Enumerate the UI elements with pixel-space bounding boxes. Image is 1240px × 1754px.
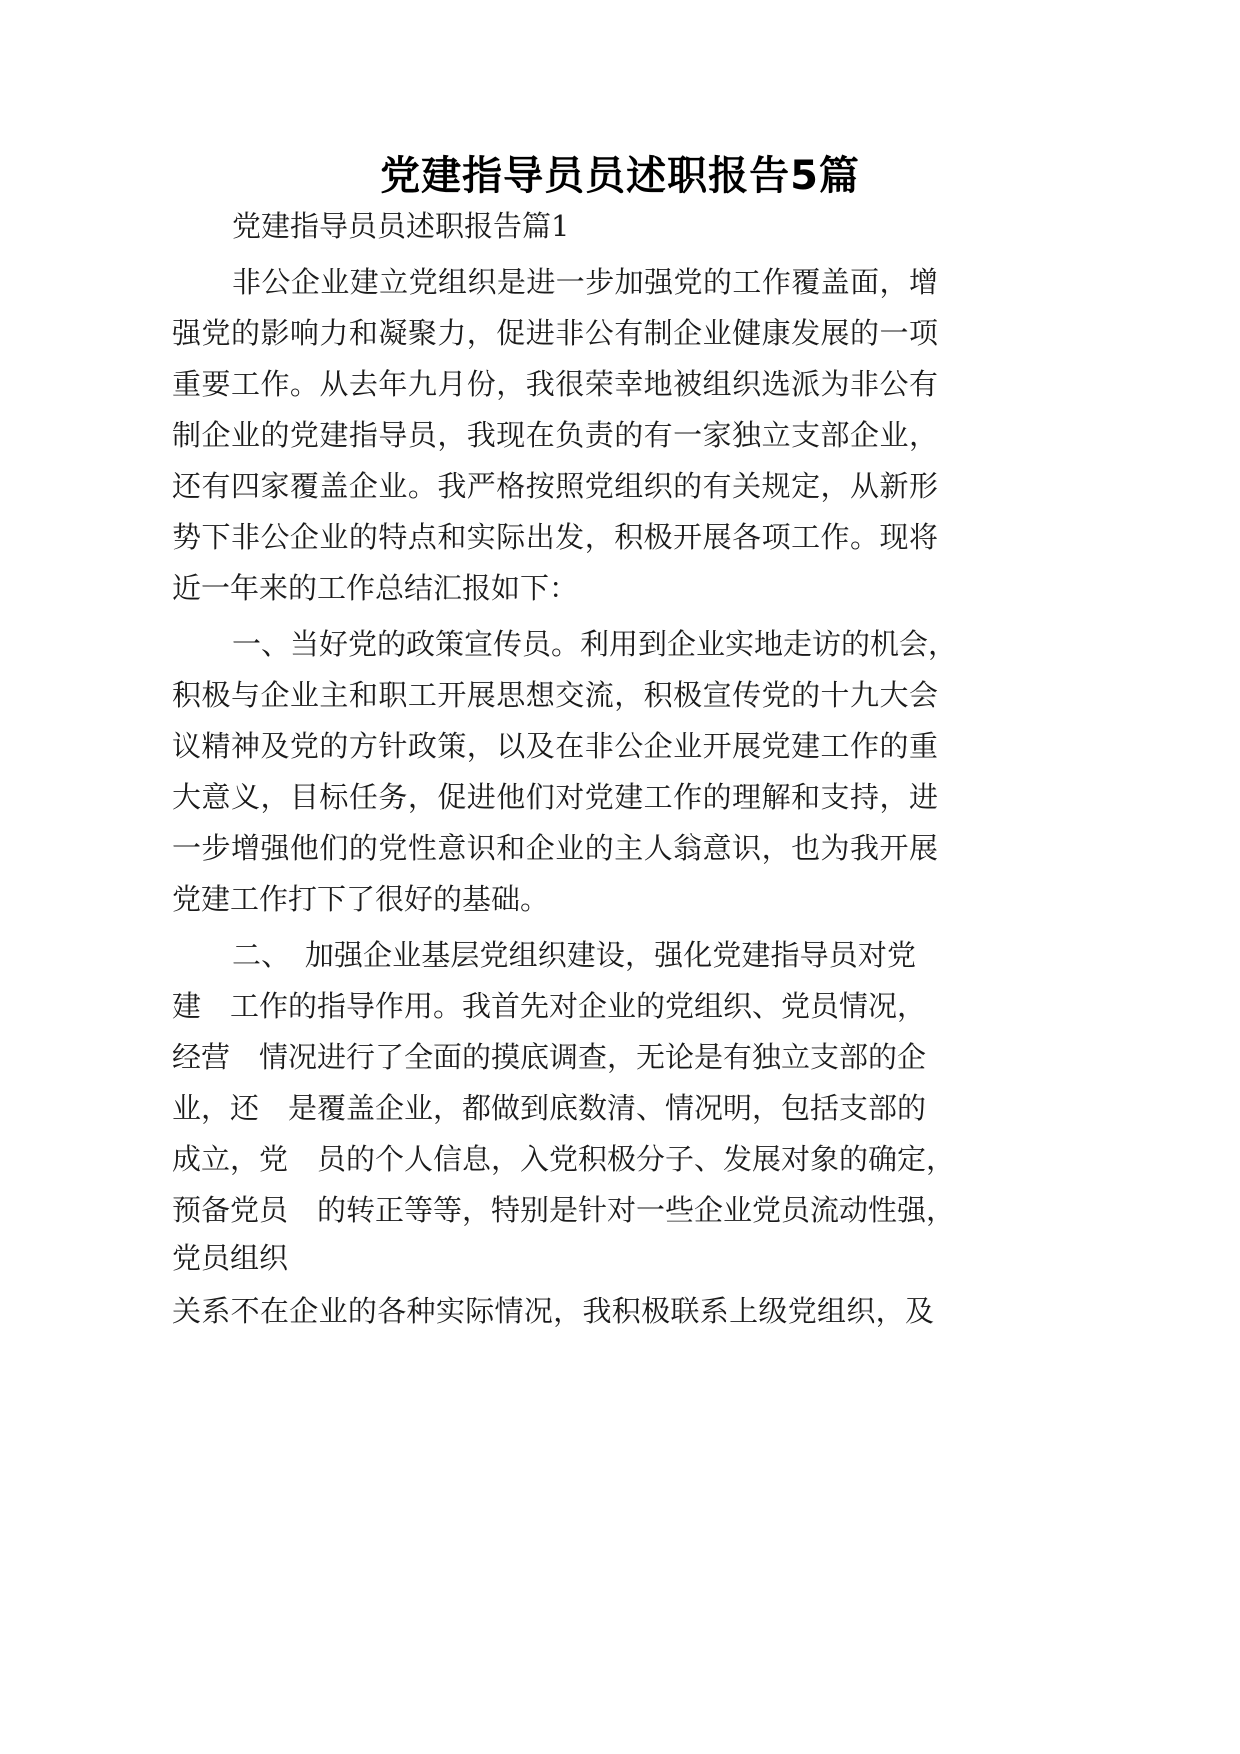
paragraph-line: 近一年来的工作总结汇报如下： bbox=[172, 571, 579, 605]
paragraph-line: 党员组织 bbox=[172, 1241, 289, 1275]
paragraph-line: 业，还 是覆盖企业，都做到底数清、情况明，包括支部的 bbox=[172, 1091, 927, 1125]
paragraph-line: 预备党员 的转正等等，特别是针对一些企业党员流动性强， bbox=[172, 1193, 956, 1227]
paragraph-line: 党建工作打下了很好的基础。 bbox=[172, 882, 550, 916]
paragraph-line: 大意义，目标任务，促进他们对党建工作的理解和支持，进 bbox=[172, 780, 938, 814]
paragraph-line: 重要工作。从去年九月份，我很荣幸地被组织选派为非公有 bbox=[172, 367, 938, 401]
paragraph-line: 关系不在企业的各种实际情况，我积极联系上级党组织，及 bbox=[172, 1294, 934, 1328]
paragraph-line: 非公企业建立党组织是进一步加强党的工作覆盖面，增 bbox=[232, 265, 938, 299]
paragraph-line: 二、 加强企业基层党组织建设，强化党建指导员对党 bbox=[232, 938, 916, 972]
paragraph-line: 积极与企业主和职工开展思想交流，积极宣传党的十九大会 bbox=[172, 678, 938, 712]
paragraph-line: 建 工作的指导作用。我首先对企业的党组织、党员情况， bbox=[172, 989, 927, 1023]
paragraph-line: 成立，党 员的个人信息，入党积极分子、发展对象的确定， bbox=[172, 1142, 956, 1176]
paragraph-line: 势下非公企业的特点和实际出发，积极开展各项工作。现将 bbox=[172, 520, 938, 554]
paragraph-line: 一、当好党的政策宣传员。利用到企业实地走访的机会， bbox=[232, 627, 958, 661]
paragraph-line: 制企业的党建指导员，我现在负责的有一家独立支部企业， bbox=[172, 418, 938, 452]
paragraph-line: 一步增强他们的党性意识和企业的主人翁意识，也为我开展 bbox=[172, 831, 938, 865]
document-title: 党建指导员员述职报告5篇 bbox=[380, 153, 860, 199]
paragraph-line: 强党的影响力和凝聚力，促进非公有制企业健康发展的一项 bbox=[172, 316, 938, 350]
section-heading: 党建指导员员述职报告篇1 bbox=[232, 209, 570, 243]
paragraph-line: 还有四家覆盖企业。我严格按照党组织的有关规定，从新形 bbox=[172, 469, 938, 503]
paragraph-line: 经营 情况进行了全面的摸底调查，无论是有独立支部的企 bbox=[172, 1040, 927, 1074]
paragraph-line: 议精神及党的方针政策，以及在非公企业开展党建工作的重 bbox=[172, 729, 938, 763]
